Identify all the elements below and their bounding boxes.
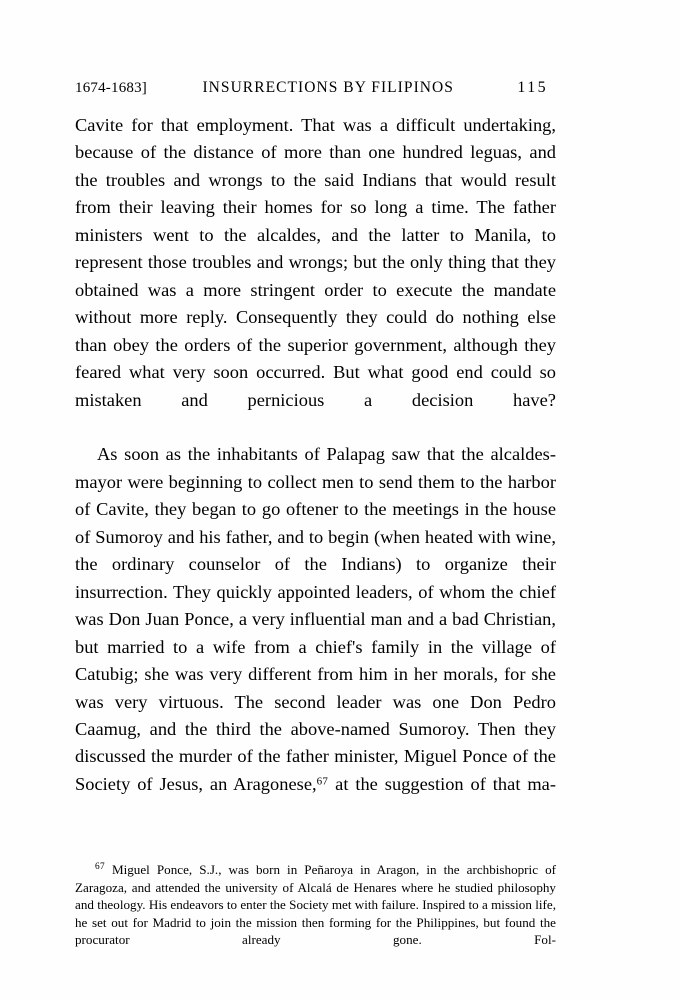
body-text-block <box>75 112 556 826</box>
footnote-entry <box>75 861 556 966</box>
body-paragraph-2-text-before-ref: As soon as the inhabitants of Palapag saw that the alcaldes-mayor were beginning to collect men to send them to the harbor of Cavite, they began to go oftener to the meetings in the house of Sumoroy and his father, and to begin (when heated with wine, the ordinary counselor of the Indians) to organize their insurrection. They quickly appointed leaders, of whom the chief was Don Juan Ponce, a very influential man and a bad Christian, but married to a wife from a chief's family in the village of Catubig; she was very different from him in her morals, for she was very virtuous. The second leader was one Don Pedro Caamug, and the third the above-named Sumoroy. Then they discussed the murder of the father minister, Miguel Ponce of the Society of Jesus, an Aragonese, <box>75 444 556 794</box>
body-paragraph-2-text-after-ref: at the suggestion of that ma- <box>328 773 556 794</box>
body-paragraph-1: Cavite for that employment. That was a difficult undertaking, because of the distance of more than one hundred leguas, and the troubles and wrongs to the said Indians that would result from their leaving their homes for so long a time. The father ministers went to the alcaldes, and the latter to Manila, to represent those troubles and wrongs; but the only thing that they obtained was a more stringent order to execute the mandate without more reply. Consequently they could do nothing else than obey the orders of the superior government, although they feared what very soon occurred. But what good end could so mistaken and pernicious a decision have? <box>75 115 556 410</box>
footnote-number-marker: 67 <box>95 861 105 872</box>
running-head <box>75 78 556 102</box>
body-paragraph-2 <box>75 441 556 825</box>
page-number: 115 <box>517 79 548 96</box>
running-head-title: INSURRECTIONS BY FILIPINOS <box>202 79 454 96</box>
footnote-block <box>75 861 556 966</box>
footnote-text: Miguel Ponce, S.J., was born in Peñaroya in Aragon, in the archbishopric of Zaragoza, and attended the university of Alcalá de Henares where he studied philosophy and theology. His endeavors to enter the Society met with failure. Inspired to a mission life, he set out for Madrid to join the mission then forming for the Philippines, but found the procurator already gone. Fol- <box>75 862 556 947</box>
footnote-reference-marker[interactable]: 67 <box>316 775 329 788</box>
running-head-folio-range: 1674-1683] <box>75 80 147 96</box>
